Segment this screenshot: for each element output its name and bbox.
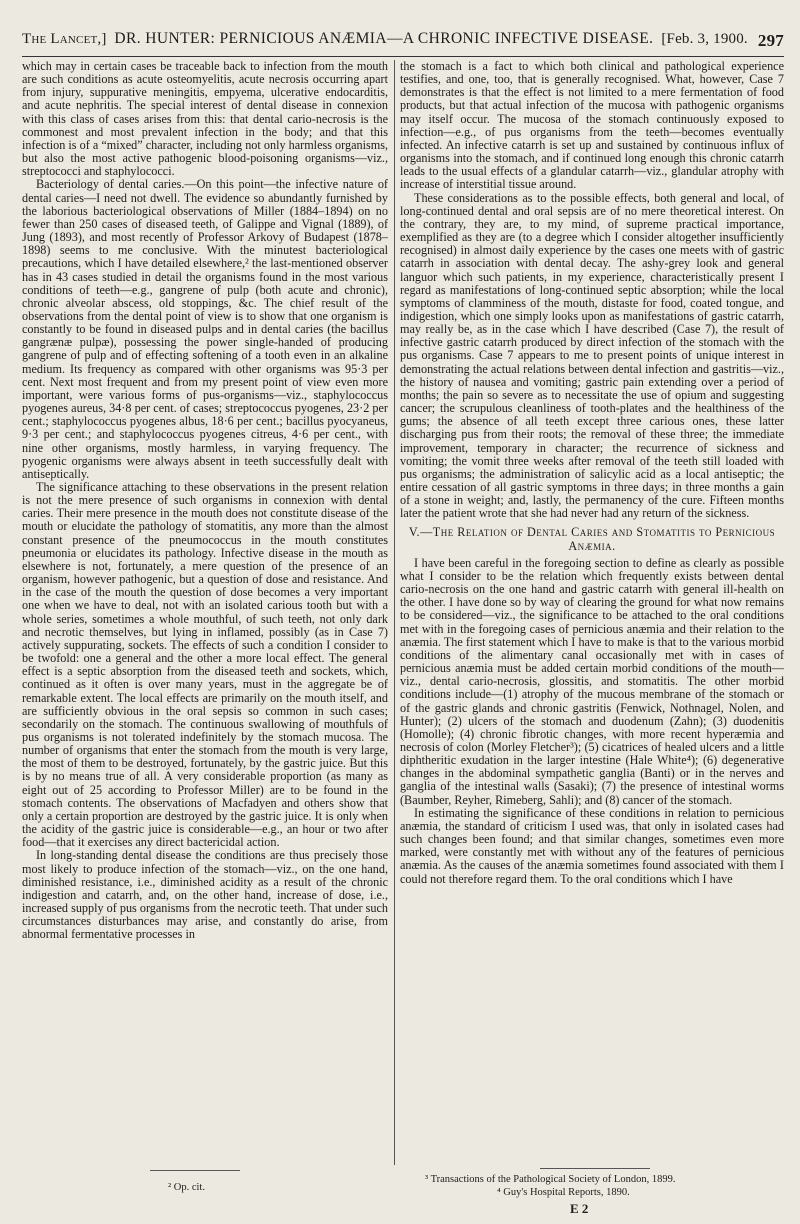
- paragraph: the stomach is a fact to which both clinical and pathological experience testifies, and one, too, that is generally recognised. What, however, Case 7 demonstrates is that the effect is not limited to a mere fermentation of food products, but that actual infection of the mucosa with pathogenic organisms may itself occur. The mucosa of the stomach continuously exposed to infection—e.g., of pus organisms from the teeth—becomes eventually infected. An infective catarrh is set up and sustained by continuous influx of organisms into the stomach, and if continued long enough this chronic catarrh leads to the usual effects of a glandular catarrh—viz., glandular atrophy with increase of interstitial tissue around.: [400, 60, 784, 192]
- paragraph: In long-standing dental disease the conditions are thus precisely those most likely to produce infection of the stomach—viz., on the one hand, diminished resistance, i.e., diminished acidity as a result of the chronic indigestion and catarrh, and, on the other hand, increase of dose, i.e., increased supply of pus organisms from the necrotic teeth. That under such circumstances disturbances may arise, and constantly do arise, from abnormal fermentative processes in: [22, 848, 388, 942]
- right-column: [400, 60, 784, 1152]
- footnote-rule: [540, 1168, 650, 1169]
- article-title: DR. HUNTER: PERNICIOUS ANÆMIA—A CHRONIC INFECTIVE DISEASE.: [114, 30, 654, 47]
- column-divider: [394, 60, 395, 1165]
- paragraph: I have been careful in the foregoing section to define as clearly as possible what I consider to be the relation which frequently exists between dental cario-necrosis on the one hand and gastric catarrh with general ill-health on the other. I have done so by way of clearing the ground for what now remains to be considered—viz., the significance to be attached to the oral conditions met with in the foregoing cases of pernicious anæmia and their relation to the anæmia. The first statement which I have to make is that to the various morbid conditions of the alimentary canal occasionally met with in cases of pernicious anæmia must be added certain morbid conditions of the mouth—viz., dental cario-necrosis, glossitis, and stomatitis. The other morbid conditions include—(1) atrophy of the mucous membrane of the stomach or of the gastric glands and chronic gastritis (Fenwick, Nothnagel, Nolen, and Hunter); (2) ulcers of the stomach and duodenum (Zahn); (3) duodenitis (Homolle); (4) chronic fibrotic changes, with more recent hyperæmia and necrosis of colon (Morley Fletcher³); (5) cicatrices of healed ulcers and a little diphtheritic exudation in the larger intestine (Hale White⁴); (6) degenerative changes in the abdominal sympathetic ganglia (Banti) or in the nerves and ganglia of the intestinal walls (Sasaki); (7) the presence of intestinal worms (Baumber, Reyher, Rimeberg, Sahli); and (8) cancer of the stomach.: [400, 555, 784, 807]
- signature-mark: E 2: [570, 1201, 589, 1216]
- running-header: [22, 30, 784, 52]
- left-column: [22, 60, 388, 1152]
- footnote-right-1: ³ Transactions of the Pathological Society of London, 1899.: [425, 1174, 676, 1185]
- paragraph: which may in certain cases be traceable back to infection from the mouth are such conditions as acute osteomyelitis, acute necrosis occurring apart from injury, suppurative meningitis, empyema, ulcerative endocarditis, and acute nephritis. The special interest of dental disease in connexion with this class of cases arises from this: that dental cario-necrosis is the commonest and most prevalent infection in the body; and that this infection is of a “mixed” character, including not only harmless organisms, but also the most active pathogenic blood-poisoning organisms—viz., streptococci and staphylococci.: [22, 60, 388, 179]
- journal-name: The Lancet,]: [22, 31, 107, 47]
- paragraph: The significance attaching to these observations in the present relation is not the mere presence of such organisms in connexion with dental caries. Their mere presence in the mouth does not constitute disease of the mouth or elucidate the pathology of stomatitis, any more than the almost constant presence of the pneumococcus in the mouth constitutes pneumonia or elucidates its pathology. Infective disease in the mouth as elsewhere is not, fortunately, a mere question of the presence of an organism, however pathogenic, but a question of dose and resistance. And in the case of the mouth the question of dose becomes a very important one when we have to deal, not with an isolated carious tooth but with a whole series, sometimes a whole mouthful, of such teeth, not only dark and necrotic themselves, but lying in inflamed, possibly (as in Case 7) actively suppurating, sockets. The effects of such a condition I consider to be twofold: one a general and the other a more local effect. The general effect is a septic absorption from the diseased teeth and sockets, which, continued as it often is over many years, must in the aggregate be of remarkable extent. The local effects are primarily on the mouth itself, and are sufficiently obvious in the oral sepsis so common in such cases; secondarily on the stomach. The continuous swallowing of mouthfuls of pus organisms is not tolerated indefinitely by the stomach mucosa. The number of organisms that enter the stomach from the mouth is very large, the most of them to be destroyed, fortunately, by the gastric juice. But this is by no means true of all. A very considerable proportion (as many as eight out of 25 according to Professor Miller) are to be found in the stomach contents. The observations of Macfadyen and others show that only a certain proportion are destroyed by the gastric juice. It is only when the acidity of the gastric juice is considerable—e.g., an hour or two after food—that it exercises any direct bactericidal action.: [22, 480, 388, 850]
- footnote-left: ² Op. cit.: [168, 1182, 205, 1193]
- footnote-right-2: ⁴ Guy's Hospital Reports, 1890.: [497, 1187, 630, 1198]
- page-number: 297: [757, 31, 784, 50]
- section-heading: V.—The Relation of Dental Caries and Stomatitis to Pernicious Anæmia.: [408, 525, 776, 553]
- paragraph: In estimating the significance of these conditions in relation to pernicious anæmia, the standard of criticism I used was, that only in isolated cases had such changes been found; and that similar changes, sometimes even more marked, were constantly met with without any of the features of pernicious anæmia. As the causes of the anæmia sometimes found associated with them I could not therefore regard them. To the oral conditions which I have: [400, 805, 784, 886]
- issue-date: [Feb. 3, 1900.: [661, 31, 748, 47]
- header-rule: [22, 56, 784, 57]
- paragraph: Bacteriology of dental caries.—On this point—the infective nature of dental caries—I need not dwell. The evidence so abundantly furnished by the laborious bacteriological observations of Miller (1884–1894) on no fewer than 250 cases of diseased teeth, of Galippe and Vignal (1889), of Jung (1893), and most recently of Professor Arkovy of Budapest (1878–1898) seems to me conclusive. With the minutest bacteriological precautions, which I have detailed elsewhere,² the last-mentioned observer has in 43 cases studied in detail the organisms found in the most various conditions of teeth—e.g., gangrene of pulp (both acute and chronic), chronic alveolar abscess, old stoppings, &c. The chief result of the observations from the dental point of view is to show that one organism is constantly to be found in diseased pulps and in dental caries (the bacillus gangrænæ pulpæ), possessing the power single-handed of producing gangrene of pulp and of effecting softening of a tooth even in an alkaline medium. Its frequency as compared with other organisms was 95·3 per cent. Next most frequent and from my present point of view even more important, were various forms of pus-organisms—viz., staphylococcus pyogenes aureus, 34·8 per cent. of cases; streptococcus pyogenes, 23·2 per cent.; staphylococcus pyogenes albus, 18·6 per cent.; bacillus pyocyaneus, 9·3 per cent.; and staphylococcus pyogenes citreus, 4·6 per cent., with nine other organisms, mostly harmless, in varying frequency. The pyogenic organisms were always absent in teeth successfully dealt with antiseptically.: [22, 177, 388, 481]
- footnote-rule: [150, 1170, 240, 1171]
- paragraph: These considerations as to the possible effects, both general and local, of long-continued dental and oral sepsis are of no mere theoretical interest. On the contrary, they are, to my mind, of supreme practical importance, exemplified as they are (to a degree which I consider altogether insufficiently recognised) in almost daily experience by the cases one meets with of gastric catarrh in association with dental decay. The ashy-grey look and general languor which such patients, in my experience, characteristically present I regard as manifestations of long-continued septic absorption; while the local symptoms of clamminess of the mouth, distaste for food, coated tongue, and indigestion, which one simply looks upon as manifestations of gastric catarrh, may really be, as in the case which I have described (Case 7), the result of infective gastric catarrh produced by direct infection of the stomach with the pus organisms. Case 7 appears to me to present points of unique interest in demonstrating the actual relations between dental infection and gastritis—viz., the history of nausea and vomiting; gastric pain extending over a period of months; the pain so severe as to necessitate the use of opium and suggesting cancer; the scrupulous cleanliness of tooth-plates and the healthiness of the gums; the absence of all teeth except three carious ones, these latter discharging pus from their roots; the removal of these three; the immediate improvement, temporary in character; the recurrence of sickness and vomiting; the vomit three weeks after removal of the teeth still loaded with pus organisms; the administration of salicylic acid as a local antiseptic; the entire cessation of all gastric symptoms in three days; in three months a gain of a stone in weight; and, lastly, the permanency of the cure. Fifteen months later the patient wrote that she had never had any return of the sickness.: [400, 190, 784, 521]
